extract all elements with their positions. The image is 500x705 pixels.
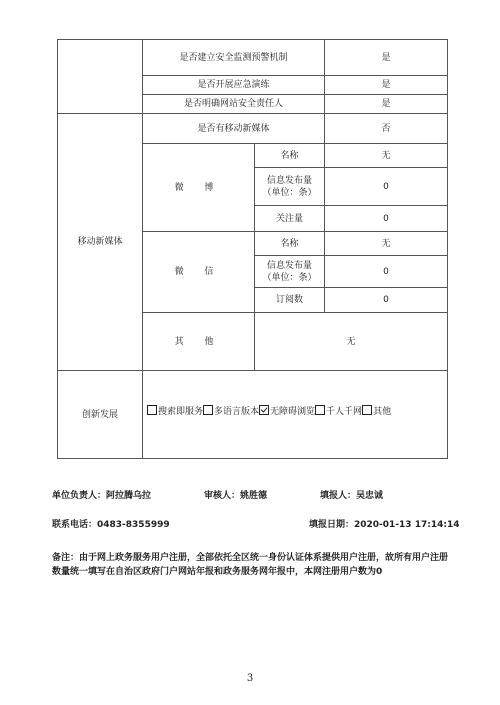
option-personalized[interactable]: 千人千网 xyxy=(315,407,362,417)
website-report-table xyxy=(57,39,448,459)
section-label-mobile-media: 移动新媒体 xyxy=(58,114,143,371)
option-accessibility[interactable]: 无障碍浏览 xyxy=(259,407,315,417)
other-value: 无 xyxy=(255,313,448,371)
field-label: 名称 xyxy=(255,232,325,256)
reviewer: 审核人：姚胜德 xyxy=(204,491,268,501)
row-label: 是否明确网站安全责任人 xyxy=(143,95,325,114)
table-row xyxy=(58,114,448,144)
field-value: 0 xyxy=(325,206,448,232)
field-label xyxy=(255,256,325,288)
contact-phone: 联系电话：0483-8355999 xyxy=(52,520,170,530)
page-number: 3 xyxy=(246,673,254,684)
checkbox-unchecked-icon[interactable] xyxy=(362,405,372,415)
weixin-label: 微 信 xyxy=(143,232,255,313)
weibo-label: 微 博 xyxy=(143,144,255,232)
table-row xyxy=(58,40,448,76)
other-label: 其 他 xyxy=(143,313,255,371)
field-value: 无 xyxy=(325,144,448,168)
row-value: 是 xyxy=(325,76,448,95)
filler: 填报人：吴忠诚 xyxy=(320,491,384,501)
field-label-line: 信息发布量 xyxy=(267,175,313,186)
field-label: 名称 xyxy=(255,144,325,168)
field-label: 关注量 xyxy=(255,206,325,232)
checkbox-unchecked-icon[interactable] xyxy=(147,405,157,415)
responsible-person: 单位负责人：阿拉腾乌拉 xyxy=(52,491,152,501)
row-label: 是否有移动新媒体 xyxy=(143,114,325,144)
innovation-options xyxy=(143,371,448,459)
row-value: 是 xyxy=(325,40,448,76)
remark-note: 备注：由于网上政务服务用户注册，全部依托全区统一身份认证体系提供用户注册，故所有用户注册数量统一填写在自治区政府门户网站年报和政务服务网年报中，本网注册用户数为0 xyxy=(52,553,449,577)
option-multilingual[interactable]: 多语言版本 xyxy=(203,407,259,417)
field-label-line: 信息发布量 xyxy=(267,260,313,271)
table-row xyxy=(58,371,448,459)
checkbox-unchecked-icon[interactable] xyxy=(203,405,213,415)
option-search-as-service[interactable]: 搜索即服务 xyxy=(147,407,203,417)
field-value: 0 xyxy=(325,288,448,313)
row-label: 是否建立安全监测预警机制 xyxy=(143,40,325,76)
row-label: 是否开展应急演练 xyxy=(143,76,325,95)
fill-date: 填报日期：2020-01-13 17:14:14 xyxy=(309,520,460,530)
field-value: 无 xyxy=(325,232,448,256)
section-cell-security xyxy=(58,40,143,114)
field-label xyxy=(255,168,325,206)
field-value: 0 xyxy=(325,256,448,288)
checkbox-checked-icon[interactable] xyxy=(259,405,269,415)
field-label-line: （单位：条） xyxy=(262,187,317,198)
field-label-line: （单位：条） xyxy=(262,272,317,283)
row-value: 否 xyxy=(325,114,448,144)
checkbox-unchecked-icon[interactable] xyxy=(315,405,325,415)
field-label: 订阅数 xyxy=(255,288,325,313)
option-other[interactable]: 其他 xyxy=(362,407,391,417)
field-value: 0 xyxy=(325,168,448,206)
row-value: 是 xyxy=(325,95,448,114)
section-label-innovation: 创新发展 xyxy=(58,371,143,459)
